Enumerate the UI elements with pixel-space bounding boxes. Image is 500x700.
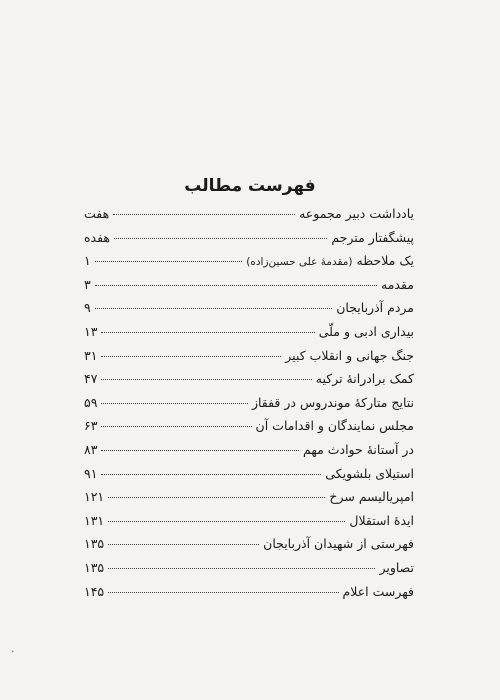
toc-entry-label: تصاوير: [379, 559, 414, 575]
toc-entry-page: ۶۳: [84, 418, 98, 434]
dot-leader: [101, 450, 299, 451]
dot-leader: [101, 332, 314, 333]
dot-leader: [108, 568, 375, 569]
dot-leader: [101, 356, 281, 357]
toc-entry-page: ۱۳۵: [84, 559, 105, 575]
dot-leader: [108, 497, 325, 498]
toc-entry-label: امپرياليسم سرخ: [329, 489, 414, 505]
dot-leader: [108, 521, 345, 522]
toc-entry: [84, 253, 414, 277]
toc-entry-page: ۴۷: [84, 371, 98, 387]
dot-leader: [114, 238, 327, 239]
toc-entry-label: يادداشت دبير مجموعه: [299, 206, 414, 221]
toc-entry-page: ۸۳: [84, 441, 98, 457]
toc-entry: [84, 230, 414, 254]
toc-entry-label: استيلای بلشويكی: [325, 465, 414, 481]
toc-entry-page: ۱۴۵: [84, 583, 105, 599]
toc-entry-page: ۹: [84, 300, 91, 316]
toc-entry: [84, 418, 414, 442]
toc-entry-label: جنگ جهانی و انقلاب كبير: [285, 347, 414, 363]
toc-entry-label: در آستانهٔ حوادث مهم: [303, 441, 414, 457]
toc-entry: [84, 395, 414, 419]
toc-list: [84, 206, 414, 607]
toc-entry: [84, 489, 414, 513]
toc-entry-label: مجلس نمايندگان و اقدامات آن: [255, 418, 414, 434]
toc-title: فهرست مطالب: [184, 176, 316, 196]
toc-entry-page: ۵۹: [84, 394, 98, 410]
dot-leader: [101, 379, 311, 380]
toc-entry: [84, 513, 414, 537]
dot-leader: [101, 426, 251, 427]
page-corner-mark: ۰: [10, 646, 16, 657]
dot-leader: [108, 592, 338, 593]
toc-entry: [84, 324, 414, 348]
toc-entry-label: بيداری ادبی و ملّی: [318, 323, 414, 339]
toc-entry-page: ۱۳: [84, 323, 98, 339]
toc-entry-label: كمک برادرانهٔ تركيه: [315, 371, 414, 387]
toc-entry-page: ۳: [84, 276, 91, 292]
dot-leader: [108, 544, 259, 545]
dot-leader: [101, 403, 248, 404]
toc-entry: [84, 277, 414, 301]
toc-entry: [84, 371, 414, 395]
dot-leader: [95, 261, 243, 262]
dot-leader: [95, 308, 333, 309]
toc-entry-page: ۱۳۵: [84, 536, 105, 552]
toc-entry-page: ۱۲۱: [84, 489, 105, 505]
toc-entry: [84, 536, 414, 560]
toc-entry: [84, 300, 414, 324]
toc-entry-main: يک ملاحظه: [356, 253, 414, 269]
toc-entry-page: ۱: [84, 253, 91, 269]
toc-entry-subtitle: (مقدمهٔ علی حسين‌زاده): [246, 256, 353, 269]
toc-entry-label: فهرستی از شهيدان آذربايجان: [263, 536, 414, 552]
toc-entry: [84, 442, 414, 466]
toc-entry: [84, 206, 414, 230]
toc-entry-page: هفده: [84, 229, 111, 245]
toc-entry-page: ۳۱: [84, 347, 98, 363]
toc-entry-label: پيشگفتار مترجم: [331, 229, 414, 245]
toc-entry: [84, 560, 414, 584]
dot-leader: [101, 474, 321, 475]
toc-entry-label: نتايج متاركهٔ موندروس در قفقاز: [251, 394, 414, 410]
toc-entry: [84, 348, 414, 372]
toc-entry-label: مقدمه: [381, 276, 414, 292]
toc-entry-label: فهرست اعلام: [342, 583, 414, 599]
toc-entry-label: مردم آذربايجان: [336, 300, 414, 316]
toc-entry-page: ۱۳۱: [84, 512, 105, 528]
toc-entry-label: [246, 253, 414, 268]
toc-entry-page: ۹۱: [84, 465, 98, 481]
toc-entry: [84, 466, 414, 490]
toc-entry: [84, 584, 414, 608]
toc-entry-page: هفت: [84, 206, 110, 221]
dot-leader: [113, 214, 295, 215]
dot-leader: [95, 285, 377, 286]
toc-entry-label: ايدهٔ استقلال: [349, 512, 414, 528]
